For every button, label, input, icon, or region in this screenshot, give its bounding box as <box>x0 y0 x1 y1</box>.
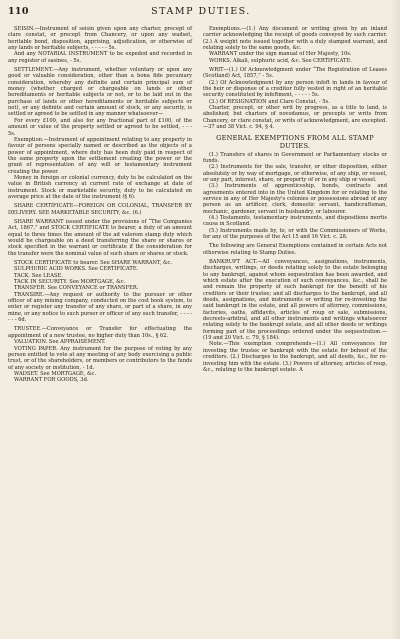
entry-warrant-sign-manual: WARRANT under the sign manual of Her Majesty, 10s. <box>209 51 352 58</box>
entry-seisin: SEISIN.—Instrument of seisin given upon any charter, precept of clare constat, or precept from Chancery, or upon any wadset, heritable bond, disposition, apprising, adjudication, or otherwise of any lands or heritable subjects, - - - - - 5s. <box>8 26 192 52</box>
entry-charter-abolished: Charter, precept, or other writ by progress, as a title to land, is abolished; but charters of novodamus, or precepts or writs from Chancery, or clare constat, or writs of acknowledgment, are excepted.—37 and 38 Vict. c. 94, § 4. <box>203 105 387 131</box>
left-column <box>8 26 192 384</box>
page-edge-shadow <box>390 0 400 639</box>
running-header <box>8 6 394 20</box>
exemption-5: (5.) Instruments made by, to, or with the Commissioners of Works, for any of the purposes of the Act 15 and 16 Vict. c. 28. <box>203 227 387 240</box>
entry-goods-exemptions: Exemptions.—(1.) Any document or writing given by an inland carrier acknowledging the receipt of goods conveyed by such carrier. (2.) A weight note issued together with a duly stamped warrant, and relating solely to the same goods, &c. <box>203 26 387 52</box>
section-heading-general-exemptions: GENERAL EXEMPTIONS FROM ALL STAMP DUTIES. <box>216 133 374 150</box>
entry-transire: TRANSIRE.—Any request or authority to the pursuer or other officer of any mining company, conducted on the cost book system, to enter or register any transfer of any share, or part of a share, in any mine, or any notice to such purser or officer of any such transfer, - - - - - - - 6d. <box>8 291 192 324</box>
entry-writ-acknowledgment: WRIT—(1.) Of Acknowledgment under “The Registration of Leases (Scotland) Act, 1857,” - 5s. <box>203 67 387 80</box>
page-title: STAMP DUTIES. <box>151 6 251 17</box>
exemption-3: (3.) Instruments of apprenticeship, bonds, contracts and agreements entered into in the United Kingdom for or relating to the service in any of Her Majesty's colonies or possessions abroad of any person as an artificer, clerk, domestic servant, handicraftsman, mechanic, gardener, servant in husbandry, or labourer. <box>203 183 387 215</box>
entry-settlement: SETTLEMENT.—Any instrument, whether voluntary or upon any good or valuable consideration, other than a bona fide pecuniary consideration, whereby any definite and certain principal sum of money (whether charged or chargeable on lands or other hereditaments or heritable subjects or not, or to be laid out in the purchase of lands or other hereditaments or heritable subjects or not), or any definite and certain amount of stock, or any security, is settled or agreed to be settled in any manner whatsoever— <box>8 67 192 118</box>
exemption-4: (4.) Testaments, testamentary instruments, and dispositions mortis causa in Scotland. <box>203 214 387 228</box>
entry-share-warrant: SHARE WARRANT issued under the provisions of “The Companies Act, 1867,” and STOCK CERTIFICATE to bearer, a duty of an amount equal to three times the amount of the ad valorem stamp duty which would be chargeable on a deed transferring the share or shares or stock specified in the warrant or certificate if the consideration for the transfer were the nominal value of such share or shares or stock. <box>8 218 192 257</box>
exemption-1: (1.) Transfers of shares in Government or Parliamentary stocks or funds. <box>203 151 387 164</box>
entry-settlement-rate: For every £100, and also for any fractional part of £100, of the amount or value of the property settled or agreed to be settled, - - - 5s. <box>8 117 192 137</box>
entry-tack: TACK. See LEASE. <box>14 272 63 279</box>
right-column <box>203 26 387 373</box>
entry-notarial-instrument: And any NOTARIAL INSTRUMENT to be expeded and recorded in any register of sasines, - 5s. <box>8 51 192 64</box>
exemption-2: (2.) Instruments for the sale, transfer, or other disposition, either absolutely or by way of mortgage, or otherwise, of any ship, or vessel, or any part, interest, share, or property of or in any ship or vessel. <box>203 164 387 183</box>
entry-wadset: WADSET. See MORTGAGE, &c. <box>14 370 97 377</box>
entry-bankrupt-act: BANKRUPT ACT.—All conveyances, assignations, instruments, discharges, writings, or deeds relating solely to the estate belonging to any bankrupt, against whom sequestration has been awarded, and which estate after the execution of such conveyances, &c., shall be and remain the property of such bankrupt for the benefit of his creditors or their trustee; and all discharges to the bankrupt, and all deeds, assignations, and instruments or writing for re-investing the said bankrupt in the estate, and all powers of attorney, commissions, factories, oaths, affidavits, articles of roup or sale, submissions, decreets-arbitral, and all other instruments and writings whatsoever relating solely to the bankrupt estate, and all other deeds or writings forming part of the proceedings ordered under the sequestration.—(19 and 20 Vict. c. 79, § 184). <box>203 259 387 342</box>
entry-writ-infeft: (2.) Of Acknowledgment by any person infeft in lands in favour of the heir or disponee of a creditor fully vested in right of an heritable security constituted by infeftment, - - - - - 5s. <box>203 79 387 99</box>
entry-tack-in-security: TACK IN SECURITY. See MORTGAGE, &c. <box>14 279 126 286</box>
entry-stock-certificate: STOCK CERTIFICATE to bearer. See SHARE WARRANT, &c. <box>14 260 173 267</box>
entry-bankrupt-note: Note.—This exemption comprehends—(1.) All conveyances for investing the trustee or bankrupt with the estate for behoof of the creditors. (2.) Discharges to the bankrupt, and all deeds, &c., for re-investing him with the estate. (3.) Powers of attorney, articles of roup, &c., relating to the bankrupt estate. A <box>203 341 387 373</box>
entry-foreign-currency: Money in foreign or colonial currency, duty to be calculated on the value in British currency at current rate of exchange at date of instrument. Stock or marketable security, duty to be calculated on average price at the date of the instrument (§ 6). <box>8 174 192 200</box>
entry-settlement-exemption: Exemption.—Instrument of appointment relating to any property in favour of persons specially named or described as the objects of a power of appointment, where duty has been duly paid in respect of the same property upon the settlement creating the power or the grant of representation of any will or testamentary instrument creating the power. <box>8 136 192 175</box>
page-number: 110 <box>8 6 29 17</box>
entry-trustee: TRUSTEE.—Conveyance or Transfer for effectuating the appointment of a new trustee, no higher duty than 10s., § 62. <box>8 326 192 339</box>
entry-transfer: TRANSFER. See CONVEYANCE or TRANSFER. <box>14 285 139 292</box>
entry-valuation: VALUATION. See APPRAISEMENT. <box>14 339 106 346</box>
entry-voting-paper: VOTING PAPER. Any instrument for the purpose of voting by any person entitled to vote at any meeting of any body exercising a public trust, or of the shareholders, or members or contributors to the funds of any society or institution, - 1d. <box>8 345 192 371</box>
entry-warrant-for-goods: WARRANT FOR GOODS, 3d. <box>14 377 89 384</box>
note-general-exemptions: The following are General Exemptions contained in certain Acts not otherwise relating to Stamp Duties. <box>203 243 387 256</box>
entry-share-certificate: SHARE CERTIFICATE—FOREIGN OR COLONIAL, TRANSFER BY DELIVERY. SEE MARKETABLE SECURITY, &c. (6.) <box>8 203 192 216</box>
entry-works: WORKS. Alkali, sulphuric acid, &c. See CERTIFICATE. <box>209 57 352 64</box>
entry-writ-resignation: (3.) Of RESIGNATION and Clare Constat, - 5s. <box>209 98 330 105</box>
entry-sulphuric-acid: SULPHURIC ACID WORKS. See CERTIFICATE. <box>14 266 139 273</box>
